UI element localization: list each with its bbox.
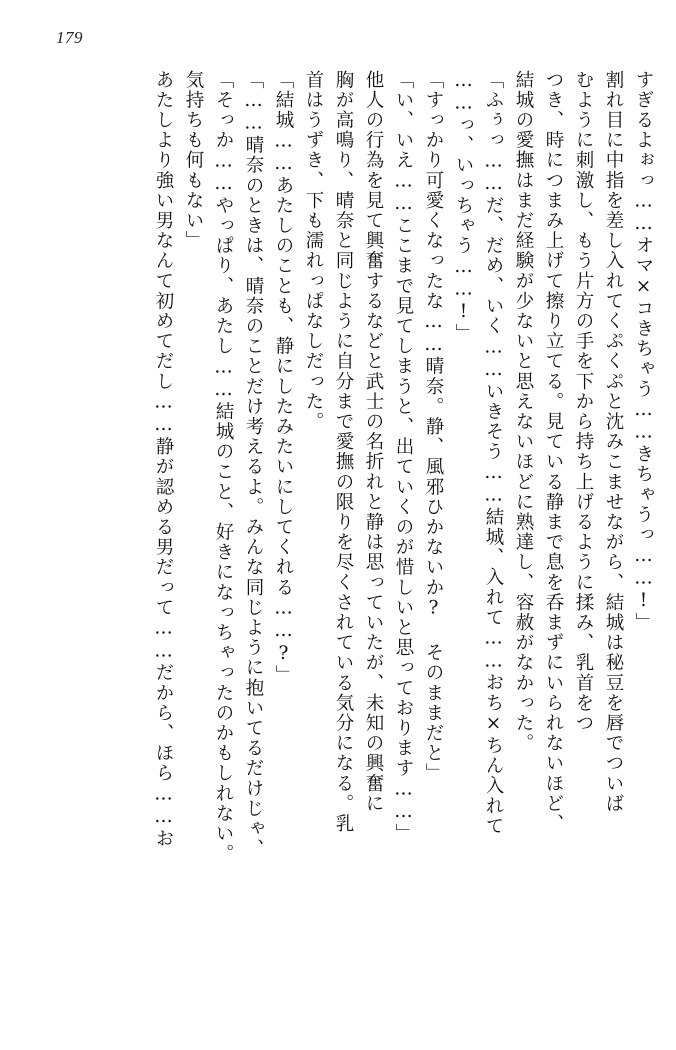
page-number: 179	[56, 28, 83, 47]
vertical-text-block	[26, 70, 652, 1000]
text-line: あたしより強い男なんて初めてだし……静が認める男だって……だから、ほら……お	[153, 70, 174, 849]
text-line: 「い、いえ……ここまで見てしまうと、出ていくのが惜しいと思っております……」	[393, 70, 414, 844]
text-line: 結城の愛撫はまだ経験が少ないと思えないほどに熟達し、容赦がなかった。	[513, 70, 534, 754]
text-line: 首はうずき、下も濡れっぱなしだった。	[303, 70, 324, 432]
text-line: すぎるよぉっ……オマ×コきちゃう……きちゃうっ……!」	[633, 70, 654, 633]
text-line: ……っ、いっちゃう……!」	[453, 70, 474, 344]
text-line: 「結城……あたしのことも、静にしたみたいにしてくれる……?」	[273, 70, 294, 686]
text-line: 気持ちも何もない」	[183, 70, 204, 251]
text-line: 「そっか……やっぱり、あたし……結城のこと、好きになっちゃったのかもしれない。	[213, 70, 234, 864]
text-line: 割れ目に中指を差し入れてくぷくぷと沈みこませながら、結城は秘豆を唇でついば	[603, 70, 624, 814]
text-line: 他人の行為を見て興奮するなどと武士の名折れと静は思っていたが、未知の興奮に	[363, 70, 384, 814]
text-line: 「ふぅっ……だ、だめ、いく……いきそう……結城、入れて……おち×ちん入れて	[483, 70, 504, 837]
text-line: 「……晴奈のときは、晴奈のことだけ考えるよ。みんな同じように抱いてるだけじゃ、	[243, 70, 264, 859]
text-line: 「すっかり可愛くなったな……晴奈。静、風邪ひかないか? そのままだと」	[423, 70, 444, 784]
text-line: つき、時につまみ上げて擦り立てる。見ている静まで息を呑まずにいられないほど、	[543, 70, 564, 834]
text-line: 胸が高鳴り、晴奈と同じように自分まで愛撫の限りを尽くされている気分になる。乳	[333, 70, 354, 834]
text-line: むように刺激し、もう片方の手を下から持ち上げるように揉み、乳首をつ	[573, 70, 594, 734]
